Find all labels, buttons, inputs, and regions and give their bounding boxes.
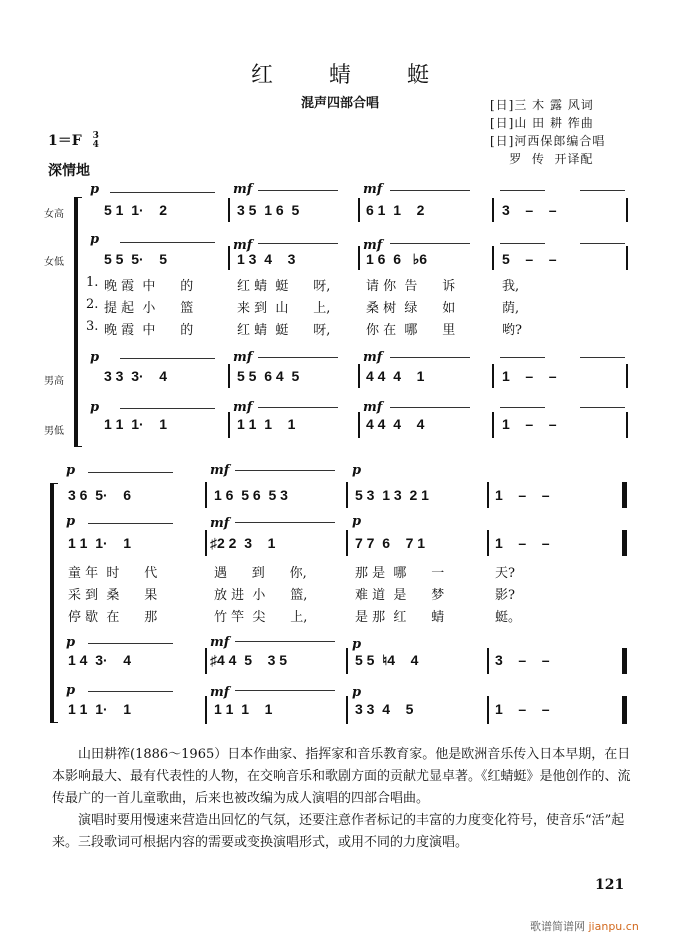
dynamic-mark: p (352, 463, 362, 478)
tenor-measure-1: 3 3 3· 4 (104, 368, 168, 384)
barline (626, 246, 628, 270)
decrescendo-hairpin (580, 357, 625, 358)
lyric-line: 天? (495, 566, 515, 581)
credit-composer: [日]山 田 耕 筰曲 (490, 116, 594, 130)
credit-arranger: [日]河西保郎编合唱 (490, 134, 606, 148)
time-signature (93, 132, 99, 150)
dynamic-mark: mf (233, 350, 253, 365)
barline (228, 246, 230, 270)
part-label-alto: 女低 (44, 257, 64, 268)
dynamic-mark: mf (363, 400, 383, 415)
lyric-line: 晚 霞 中 的 (104, 279, 194, 294)
barline (346, 482, 348, 508)
lyric-line: 来 到 山 上, (237, 301, 331, 316)
lyric-line: 荫, (502, 301, 520, 316)
dynamic-mark: p (90, 400, 100, 415)
title-char: 红 (250, 63, 273, 88)
tenor-measure-3: 4 4 4 1 (366, 368, 425, 384)
bass-measure-6: 1 1 1 1 (214, 701, 273, 717)
soprano-measure-6: 1 6 5 6 5 3 (214, 487, 288, 503)
dynamic-mark: mf (210, 516, 230, 531)
system-bracket (74, 197, 82, 447)
dynamic-mark: p (66, 514, 76, 529)
credit-translator: 罗 传 开译配 (490, 152, 594, 166)
dynamic-mark: p (352, 637, 362, 652)
decrescendo-hairpin (390, 407, 470, 408)
bass-measure-8: 1 – – (495, 701, 550, 717)
bass-measure-3: 4 4 4 4 (366, 416, 425, 432)
decrescendo-hairpin (235, 470, 335, 471)
barline (626, 198, 628, 222)
barline (358, 246, 360, 270)
soprano-measure-5: 3 6 5· 6 (68, 487, 132, 503)
final-barline (622, 530, 627, 556)
verse-1-number: 1. (86, 275, 99, 290)
decrescendo-hairpin (235, 641, 335, 642)
alto-measure-1: 5 5 5· 5 (104, 251, 168, 267)
alto-measure-7: 7 7 6 7 1 (355, 535, 426, 551)
composer-note-paragraph: 山田耕筰(1886～1965）日本作曲家、指挥家和音乐教育家。他是欧洲音乐传入日本早期，在日本影响最大、最有代表性的人物，在交响音乐和歌剧方面的贡献尤显卓著。《红蜻蜓》是他创作的、流传最广的一首儿童歌曲，后来也被改编为成人演唱的四部合唱曲。 (52, 747, 631, 806)
watermark-cn: 歌谱简谱网 (530, 920, 585, 933)
part-label-bass: 男低 (44, 426, 64, 437)
decrescendo-hairpin (580, 190, 625, 191)
dynamic-mark: mf (210, 635, 230, 650)
dynamic-mark: mf (363, 182, 383, 197)
lyric-line: 红 蜻 蜓 呀, (237, 279, 331, 294)
alto-measure-3: 1 6 6 ♭6 (366, 251, 428, 267)
lyric-line: 我, (502, 279, 520, 294)
barline (492, 246, 494, 270)
lyric-line: 影? (495, 588, 515, 603)
barline (626, 364, 628, 388)
barline (228, 364, 230, 388)
soprano-measure-2: 3 5 1 6 5 (237, 202, 300, 218)
decrescendo-hairpin (580, 243, 625, 244)
dynamic-mark: mf (233, 238, 253, 253)
soprano-measure-4: 3 – – (502, 202, 557, 218)
dynamic-mark: p (66, 635, 76, 650)
dynamic-mark: p (352, 685, 362, 700)
barline (492, 198, 494, 222)
bass-measure-2: 1 1 1 1 (237, 416, 296, 432)
barline (205, 482, 207, 508)
alto-measure-6: ♯2 2 3 1 (210, 535, 276, 551)
verse-2-number: 2. (86, 297, 99, 312)
tenor-measure-7: 5 5 ♮4 4 (355, 652, 419, 668)
lyric-line: 哟? (502, 323, 522, 338)
barline (346, 696, 348, 724)
watermark (530, 918, 639, 934)
barline (487, 530, 489, 556)
lyric-line: 停 歇 在 那 (68, 610, 158, 625)
page-number: 121 (595, 877, 625, 893)
crescendo-hairpin (88, 643, 173, 644)
dynamic-mark: mf (363, 350, 383, 365)
lyric-line: 你 在 哪 里 (366, 323, 456, 338)
lyric-line: 遇 到 你, (214, 566, 307, 581)
dynamic-mark: p (66, 683, 76, 698)
barline (346, 648, 348, 674)
lyric-line: 桑 树 绿 如 (366, 301, 456, 316)
title-char: 蜻 (328, 63, 351, 88)
song-title (0, 58, 680, 89)
part-label-tenor: 男高 (44, 376, 64, 387)
barline (487, 648, 489, 674)
tenor-measure-5: 1 4 3· 4 (68, 652, 132, 668)
barline (346, 530, 348, 556)
barline (358, 198, 360, 222)
dynamic-mark: mf (210, 685, 230, 700)
decrescendo-hairpin (390, 357, 470, 358)
barline (205, 696, 207, 724)
lyric-line: 童 年 时 代 (68, 566, 158, 581)
decrescendo-hairpin (258, 357, 338, 358)
lyric-line: 放 进 小 篮, (214, 588, 308, 603)
dynamic-mark: mf (233, 400, 253, 415)
subtitle: 混声四部合唱 (300, 96, 379, 111)
tenor-measure-2: 5 5 6 4 5 (237, 368, 300, 384)
bass-measure-5: 1 1 1· 1 (68, 701, 132, 717)
watermark-en: jianpu.cn (588, 920, 639, 933)
lyric-line: 提 起 小 篮 (104, 301, 194, 316)
decrescendo-hairpin (258, 243, 338, 244)
crescendo-hairpin (500, 190, 545, 191)
crescendo-hairpin (88, 523, 173, 524)
lyric-line: 采 到 桑 果 (68, 588, 158, 603)
barline (487, 696, 489, 724)
tenor-measure-8: 3 – – (495, 652, 550, 668)
decrescendo-hairpin (258, 407, 338, 408)
decrescendo-hairpin (390, 190, 470, 191)
lyric-line: 竹 竿 尖 上, (214, 610, 308, 625)
tenor-measure-4: 1 – – (502, 368, 557, 384)
dynamic-mark: p (352, 514, 362, 529)
crescendo-hairpin (88, 691, 173, 692)
barline (358, 364, 360, 388)
alto-measure-8: 1 – – (495, 535, 550, 551)
dynamic-mark: mf (233, 182, 253, 197)
soprano-measure-7: 5 3 1 3 2 1 (355, 487, 429, 503)
alto-measure-5: 1 1 1· 1 (68, 535, 132, 551)
tempo-marking: 深情地 (48, 163, 90, 179)
decrescendo-hairpin (390, 243, 470, 244)
tenor-measure-6: ♯4 4 5 3 5 (210, 652, 288, 668)
time-top: 3 (92, 131, 99, 141)
crescendo-hairpin (500, 243, 545, 244)
crescendo-hairpin (120, 242, 215, 243)
lyric-line: 那 是 哪 一 (355, 566, 445, 581)
barline (358, 412, 360, 438)
crescendo-hairpin (500, 357, 545, 358)
final-barline (622, 482, 627, 508)
decrescendo-hairpin (235, 522, 335, 523)
credit-lyricist: [日]三 木 露 风词 (490, 98, 594, 112)
verse-3-number: 3. (86, 319, 99, 334)
final-barline (622, 696, 627, 724)
dynamic-mark: p (90, 182, 100, 197)
soprano-measure-1: 5 1 1· 2 (104, 202, 168, 218)
decrescendo-hairpin (258, 190, 338, 191)
decrescendo-hairpin (580, 407, 625, 408)
key-signature (48, 130, 99, 150)
dynamic-mark: p (66, 463, 76, 478)
soprano-measure-3: 6 1 1 2 (366, 202, 425, 218)
barline (492, 364, 494, 388)
key-label: 1＝F (48, 133, 82, 149)
barline (228, 198, 230, 222)
barline (228, 412, 230, 438)
lyric-line: 难 道 是 梦 (355, 588, 445, 603)
crescendo-hairpin (500, 407, 545, 408)
credits (490, 96, 605, 168)
lyric-line: 请 你 告 诉 (366, 279, 456, 294)
alto-measure-4: 5 – – (502, 251, 557, 267)
barline (492, 412, 494, 438)
lyric-line: 是 那 红 蜻 (355, 610, 445, 625)
crescendo-hairpin (110, 192, 215, 193)
crescendo-hairpin (120, 408, 215, 409)
part-label-soprano: 女高 (44, 209, 64, 220)
bass-measure-4: 1 – – (502, 416, 557, 432)
decrescendo-hairpin (235, 690, 335, 691)
crescendo-hairpin (120, 358, 215, 359)
final-barline (622, 648, 627, 674)
lyric-line: 红 蜻 蜓 呀, (237, 323, 331, 338)
lyric-line: 晚 霞 中 的 (104, 323, 194, 338)
barline (205, 648, 207, 674)
bass-measure-1: 1 1 1· 1 (104, 416, 168, 432)
title-char: 蜓 (407, 63, 430, 88)
barline (487, 482, 489, 508)
time-bottom: 4 (92, 140, 99, 150)
barline (626, 412, 628, 438)
soprano-measure-8: 1 – – (495, 487, 550, 503)
barline (205, 530, 207, 556)
dynamic-mark: p (90, 232, 100, 247)
dynamic-mark: p (90, 350, 100, 365)
dynamic-mark: mf (363, 238, 383, 253)
crescendo-hairpin (88, 472, 173, 473)
dynamic-mark: mf (210, 463, 230, 478)
alto-measure-2: 1 3 4 3 (237, 251, 296, 267)
lyric-line: 蜓。 (495, 610, 522, 625)
performance-note-paragraph: 演唱时要用慢速来营造出回忆的气氛，还要注意作者标记的丰富的力度变化符号，使音乐“活”起来。三段歌词可根据内容的需要或变换演唱形式，或用不同的力度演唱。 (52, 813, 625, 850)
system-bracket (50, 483, 58, 723)
bass-measure-7: 3 3 4 5 (355, 701, 414, 717)
